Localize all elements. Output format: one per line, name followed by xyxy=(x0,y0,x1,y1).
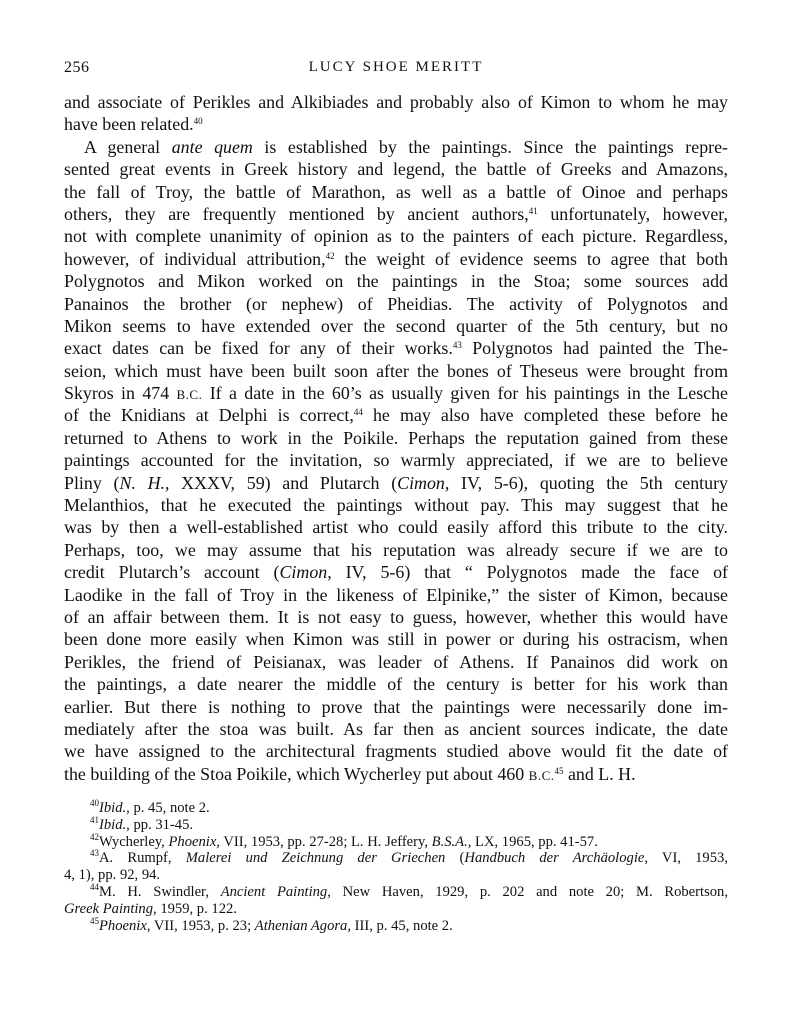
text-run: VII, 1953, p. 23; xyxy=(150,917,255,934)
paragraph-line xyxy=(64,472,728,494)
text-run: was by then a well-established artist who could easily afford this tribute to the city. xyxy=(64,517,728,538)
text-run: pp. 31-45. xyxy=(129,816,194,833)
paragraph-line xyxy=(64,270,728,292)
text-run: IV, 5-6) that “ Polygnotos made the face of xyxy=(331,562,728,583)
italic-text: Ancient Painting, xyxy=(220,883,331,900)
text-run: Polygnotos and Mikon worked on the paintings in the Stoa; some sources add xyxy=(64,271,728,292)
text-run: VI, 1953, xyxy=(648,850,728,867)
text-run: B.C. xyxy=(176,387,203,403)
text-run: A. Rumpf, xyxy=(99,850,186,867)
text-run: been done more easily when Kimon was still in power or during his ostracism, when xyxy=(64,629,728,650)
page-number: 256 xyxy=(64,59,90,76)
italic-text: Handbuch der Archäologie, xyxy=(464,850,648,867)
text-run: mediately after the stoa was built. As far then as ancient sources indicate, the date xyxy=(64,718,728,739)
paragraph-line xyxy=(64,360,728,382)
text-run: unfortunately, however, xyxy=(537,203,728,224)
text-run: paintings accounted for the invitation, so warmly appreciated, if we are to believe xyxy=(64,450,728,471)
text-run: of the Knidians at Delphi is correct, xyxy=(64,405,354,426)
text-run: not with complete unanimity of opinion as to the painters of each picture. Regardless, xyxy=(64,226,728,247)
italic-text: Cimon, xyxy=(397,472,450,493)
body-text xyxy=(64,91,728,785)
text-run: p. 45, note 2. xyxy=(129,800,210,816)
paragraph-line xyxy=(64,763,728,785)
italic-text: ante quem xyxy=(171,136,253,157)
text-run: M. H. Swindler, xyxy=(99,883,221,900)
paragraph-line xyxy=(64,225,728,247)
paragraph-line xyxy=(64,158,728,180)
text-run: Perhaps, too, we may assume that his reputation was already secure if we are to xyxy=(64,539,728,560)
text-run: of an affair between them. It is not easy to guess, however, whether this would have xyxy=(64,606,728,627)
footnote-line xyxy=(64,800,728,817)
footnote-line xyxy=(64,867,728,884)
paragraph-line xyxy=(64,449,728,471)
text-run: Wycherley, xyxy=(99,833,169,850)
italic-text: Cimon, xyxy=(279,562,332,583)
text-run: however, of individual attribution, xyxy=(64,248,326,269)
paragraph-line xyxy=(64,404,728,426)
paragraph-line xyxy=(64,628,728,650)
running-title: LUCY SHOE MERITT xyxy=(308,59,484,75)
text-run: the weight of evidence seems to agree that both xyxy=(334,248,728,269)
text-run: he may also have completed these before he xyxy=(362,405,728,426)
italic-text: Greek Painting, xyxy=(64,900,157,917)
paragraph-line xyxy=(64,561,728,583)
text-run: XXXV, 59) and Plutarch ( xyxy=(169,472,398,493)
footnote-line xyxy=(64,915,728,935)
footnote-ref: 44 xyxy=(90,881,99,892)
text-run: Laodike in the fall of Troy in the likeness of Elpinike,” the sister of Kimon, because xyxy=(64,584,728,605)
footnote-ref: 43 xyxy=(90,848,99,859)
text-run: Pliny ( xyxy=(64,472,120,493)
footnote-ref: 42 xyxy=(325,250,335,261)
text-run: Panainos the brother (or nephew) of Pheidias. The activity of Polygnotos and xyxy=(64,293,728,314)
footnote-line xyxy=(64,881,728,901)
paragraph-line xyxy=(64,382,728,404)
text-run: IV, 5-6), quoting the 5th century xyxy=(449,472,728,493)
footnote-ref: 45 xyxy=(554,765,564,776)
text-run: sented great events in Greek history and legend, the battle of Greeks and Amazons, xyxy=(64,159,728,180)
paragraph-line xyxy=(64,113,728,135)
paragraph-line xyxy=(64,740,728,762)
italic-text: Ibid., xyxy=(99,816,130,833)
paragraph-line xyxy=(64,606,728,628)
italic-text: B.S.A., xyxy=(431,833,472,850)
paragraph-line xyxy=(64,494,728,516)
text-run: Mikon seems to have extended over the second quarter of the 5th century, but no xyxy=(64,315,728,336)
text-run: returned to Athens to work in the Poikile. Perhaps the reputation gained from these xyxy=(64,427,728,448)
footnote-line xyxy=(64,831,728,851)
footnote-ref: 41 xyxy=(90,814,99,825)
text-run: and associate of Perikles and Alkibiades and probably also of Kimon to whom he may xyxy=(64,92,728,112)
italic-text: Ibid., xyxy=(99,800,130,816)
paragraph-line xyxy=(64,539,728,561)
footnote-line xyxy=(64,901,728,918)
text-run: Melanthios, that he executed the paintings without pay. This may suggest that he xyxy=(64,495,728,516)
text-run: seion, which must have been built soon after the bones of Theseus were brought from xyxy=(64,360,728,381)
text-run: B.C. xyxy=(528,767,555,783)
italic-text: Phoenix, xyxy=(168,833,220,850)
text-run: LX, 1965, pp. 41-57. xyxy=(471,833,598,850)
text-run: If a date in the 60’s as usually given for his paintings in the Lesche xyxy=(202,383,728,404)
paragraph-line xyxy=(64,91,728,113)
text-run: is established by the paintings. Since the paintings repre- xyxy=(252,136,728,157)
page-header xyxy=(64,59,728,79)
paragraph-line xyxy=(64,248,728,270)
italic-text: Malerei und Zeichnung der Griechen xyxy=(185,850,446,867)
paragraph-line xyxy=(64,293,728,315)
text-run: Skyros in 474 xyxy=(64,383,177,404)
text-run: Polygnotos had painted the The- xyxy=(461,338,728,359)
footnote-ref: 43 xyxy=(452,340,462,351)
paragraph-line xyxy=(64,427,728,449)
text-run: New Haven, 1929, p. 202 and note 20; M. Robertson, xyxy=(330,883,728,900)
text-run: 4, 1), pp. 92, 94. xyxy=(64,867,161,884)
text-run: exact dates can be fixed for any of their works. xyxy=(64,338,453,359)
paragraph-line xyxy=(64,181,728,203)
footnote-ref: 41 xyxy=(528,205,538,216)
paragraph-line xyxy=(64,584,728,606)
text-run: A general xyxy=(84,136,172,157)
footnote-ref: 40 xyxy=(90,798,99,808)
text-run: Perikles, the friend of Peisianax, was leader of Athens. If Panainos did work on xyxy=(64,651,728,672)
footnote-ref: 44 xyxy=(353,407,363,418)
text-run: the fall of Troy, the battle of Marathon, as well as a battle of Oinoe and perhaps xyxy=(64,181,728,202)
text-run: and L. H. xyxy=(563,763,636,784)
paragraph-line xyxy=(64,337,728,359)
paragraph-line xyxy=(64,136,728,158)
paragraph-line xyxy=(64,718,728,740)
text-run: III, p. 45, note 2. xyxy=(351,917,453,934)
paragraph-line xyxy=(64,315,728,337)
italic-text: Athenian Agora, xyxy=(254,917,352,934)
text-run: the building of the Stoa Poikile, which Wycherley put about 460 xyxy=(64,763,529,784)
italic-text: Phoenix, xyxy=(99,917,151,934)
paragraph-line xyxy=(64,673,728,695)
footnote-line xyxy=(64,850,728,867)
paragraph-line xyxy=(64,651,728,673)
footnote-ref: 42 xyxy=(90,831,99,842)
paragraph-line xyxy=(64,203,728,225)
text-run: VII, 1953, pp. 27-28; L. H. Jeffery, xyxy=(219,833,432,850)
text-run: have been related. xyxy=(64,114,194,135)
footnote-line xyxy=(64,814,728,834)
text-run: others, they are frequently mentioned by ancient authors, xyxy=(64,203,529,224)
paragraph-line xyxy=(64,696,728,718)
text-run: earlier. But there is nothing to prove that the paintings were necessarily done im- xyxy=(64,696,728,717)
footnotes xyxy=(64,800,728,934)
text-run: the paintings, a date nearer the middle of the century is better for his work than xyxy=(64,674,728,695)
text-run: we have assigned to the architectural fragments studied above would fit the date of xyxy=(64,741,728,762)
paragraph-line xyxy=(64,516,728,538)
text-run: 1959, p. 122. xyxy=(156,900,237,917)
footnote-ref: 45 xyxy=(90,915,99,926)
footnote-ref: 40 xyxy=(193,116,203,127)
text-run: ( xyxy=(445,850,465,867)
italic-text: N. H., xyxy=(119,472,170,493)
text-run: credit Plutarch’s account ( xyxy=(64,562,280,583)
